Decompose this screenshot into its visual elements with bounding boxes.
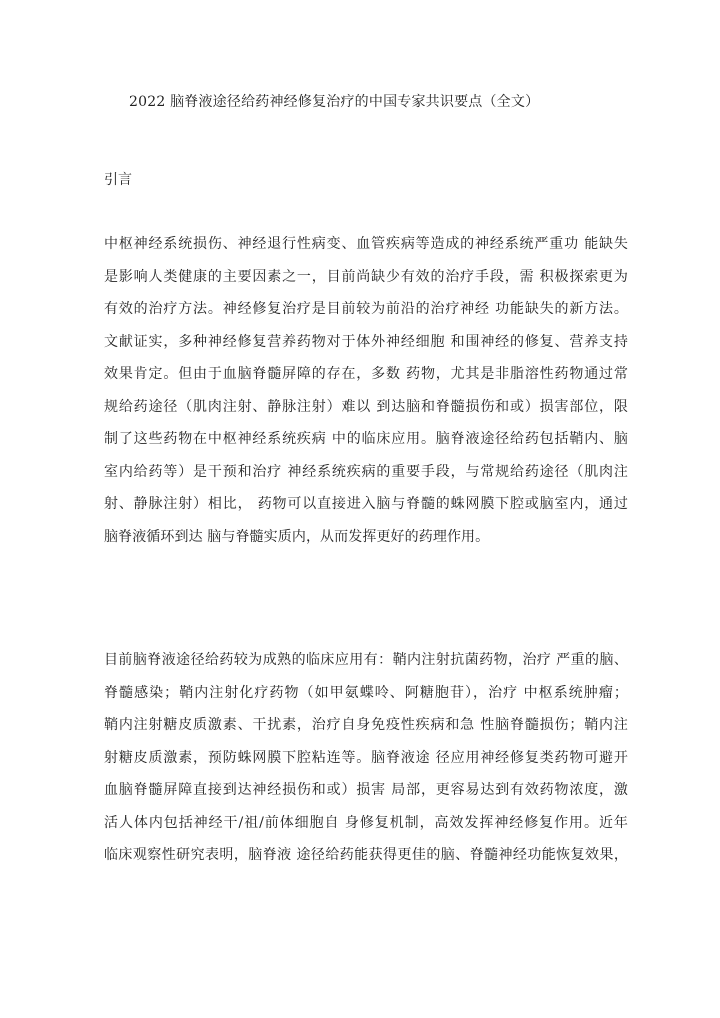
paragraph-line: 有效的治疗方法。神经修复治疗是目前较为前沿的治疗神经 功能缺失的新方法。: [104, 301, 628, 317]
paragraph-line: 制了这些药物在中枢神经系统疾病 中的临床应用。脑脊液途径给药包括鞘内、脑: [104, 431, 628, 447]
paragraph-line: 鞘内注射糖皮质激素、干扰素，治疗自身免疫性疾病和急 性脑脊髓损伤；鞘内注: [104, 717, 628, 733]
paragraph-line: 室内给药等）是干预和治疗 神经系统疾病的重要手段，与常规给药途径（肌肉注: [104, 463, 628, 480]
paragraph-line: 血脑脊髓屏障直接到达神经损伤和或）损害 局部，更容易达到有效药物浓度，激: [104, 782, 628, 798]
paragraph-line: 脊髓感染；鞘内注射化疗药物（如甲氨蝶呤、阿糖胞苷），治疗 中枢系统肿瘤；: [104, 684, 628, 701]
paragraph-line: 射糖皮质激素，预防蛛网膜下腔粘连等。脑脊液途 径应用神经修复类药物可避开: [104, 749, 628, 766]
section-heading-introduction: 引言: [104, 172, 132, 188]
paragraph-line: 射、静脉注射）相比， 药物可以直接进入脑与脊髓的蛛网膜下腔或脑室内，通过: [104, 496, 628, 512]
paragraph-line: 临床观察性研究表明，脑脊液 途径给药能获得更佳的脑、脊髓神经功能恢复效果，: [104, 847, 628, 863]
paragraph-line: 文献证实，多种神经修复营养药物对于体外神经细胞 和围神经的修复、营养支持: [104, 333, 628, 350]
paragraph-line: 活人体内包括神经干/祖/前体细胞自 身修复机制，高效发挥神经修复作用。近年: [104, 814, 628, 831]
paragraph-1: [104, 234, 628, 559]
paragraph-line: 效果肯定。但由于血脑脊髓屏障的存在，多数 药物，尤其是非脂溶性药物通过常: [104, 366, 628, 382]
paragraph-line: 目前脑脊液途径给药较为成熟的临床应用有：鞘内注射抗菌药物，治疗 严重的脑、: [104, 652, 628, 668]
paragraph-line: 是影响人类健康的主要因素之一，目前尚缺少有效的治疗手段，需 积极探索更为: [104, 268, 628, 285]
paragraph-line: 中枢神经系统损伤、神经退行性病变、血管疾病等造成的神经系统严重功 能缺失: [104, 236, 628, 252]
paragraph-line: 规给药途径（肌肉注射、静脉注射）难以 到达脑和脊髓损伤和或）损害部位，限: [104, 398, 628, 415]
paragraph-line: 脑脊液循环到达 脑与脊髓实质内，从而发挥更好的药理作用。: [104, 528, 490, 545]
document-title: 2022 脑脊液途径给药神经修复治疗的中国专家共识要点（全文）: [129, 94, 540, 110]
paragraph-2: [104, 650, 628, 878]
